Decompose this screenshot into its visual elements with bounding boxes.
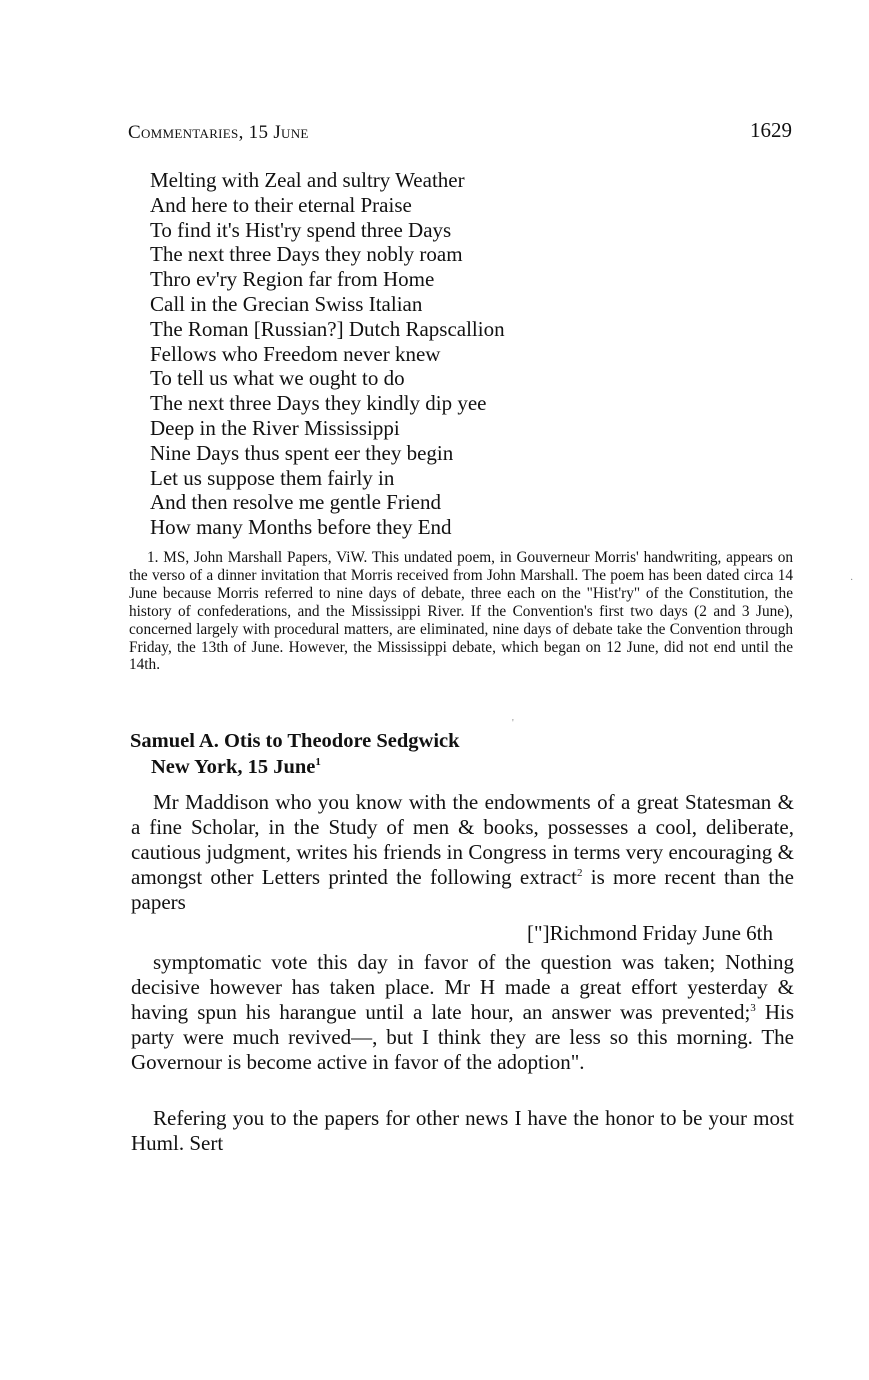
poem-line: Deep in the River Mississippi <box>150 415 400 440</box>
poem-line: The next three Days they kindly dip yee <box>150 391 487 416</box>
extract-text <box>131 950 794 1075</box>
extract-text-part: His party were much revived—, but I think they are less so this morning. The Governour is become active in favor of the adoption". <box>131 1000 794 1074</box>
paragraph-text-part: Mr Maddison who you know with the endowments of a great Statesman & a fine Scholar, in the Study of men & books, possesses a cool, deliberate, cautious judgment, writes his friends in Congress in terms very encouraging & amongst other Letters printed the following extract <box>131 790 794 889</box>
poem-line: The next three Days they nobly roam <box>150 242 463 267</box>
letter-paragraph <box>131 790 794 915</box>
page-number: 1629 <box>750 118 792 142</box>
poem <box>150 168 670 540</box>
poem-line: To find it's Hist'ry spend three Days <box>150 217 452 242</box>
poem-line: Let us suppose them fairly in <box>150 465 395 490</box>
footnote-text: 1. MS, John Marshall Papers, ViW. This undated poem, in Gouverneur Morris' handwriting, appears on the verso of a dinner invitation that Morris received from John Marshall. The poem has been dated circa 14 June because Morris referred to nine days of debate, three each on the "Hist'ry" of the Constitution, the history of confederations, and the Mississippi River. If the Convention's first two days (2 and 3 June), concerned largely with procedural matters, are eliminated, nine days of debate take the Convention through Friday, the 13th of June. However, the Mississippi debate, which began on 12 June, did not end until the 14th. <box>129 549 793 674</box>
poem-line: How many Months before they End <box>150 515 452 540</box>
poem-line: Fellows who Freedom never knew <box>150 341 441 366</box>
poem-line: Nine Days thus spent eer they begin <box>150 440 454 465</box>
letter-place-date <box>130 754 730 780</box>
poem-line: And then resolve me gentle Friend <box>150 490 442 515</box>
poem-line: The Roman [Russian?] Dutch Rapscallion <box>150 316 505 341</box>
poem-line: Thro ev'ry Region far from Home <box>150 267 435 292</box>
note-reference: 3 <box>750 1002 756 1014</box>
scan-speck: · <box>850 575 854 586</box>
running-head <box>128 118 792 148</box>
paragraph-text-part: is more recent than the papers <box>131 865 794 914</box>
place-date-text: New York, 15 June <box>151 756 316 778</box>
poem-line: To tell us what we ought to do <box>150 366 405 391</box>
letter-closing <box>131 1106 794 1156</box>
note-reference: 2 <box>577 867 583 879</box>
letter-title: Samuel A. Otis to Theodore Sedgwick <box>130 730 460 752</box>
running-title: Commentaries, 15 June <box>128 122 309 143</box>
poem-line: Call in the Grecian Swiss Italian <box>150 291 423 316</box>
poem-line: And here to their eternal Praise <box>150 192 412 217</box>
extract-dateline: ["]Richmond Friday June 6th <box>527 921 773 945</box>
extract-quotation <box>131 950 794 1075</box>
poem-line: Melting with Zeal and sultry Weather <box>150 168 465 192</box>
note-reference: 1 <box>315 756 321 769</box>
closing-text: Refering you to the papers for other news I have the honor to be your most Huml. Sert <box>131 1106 794 1155</box>
extract-text-part: symptomatic vote this day in favor of the question was taken; Nothing decisive however has taken place. Mr H made a great effort yesterday & having spun his harangue until a late hour, an answer was prevented; <box>131 950 794 1024</box>
document-heading <box>130 728 730 780</box>
footnote <box>129 549 793 674</box>
paragraph-text <box>131 790 794 915</box>
scan-speck: ' <box>512 718 514 729</box>
